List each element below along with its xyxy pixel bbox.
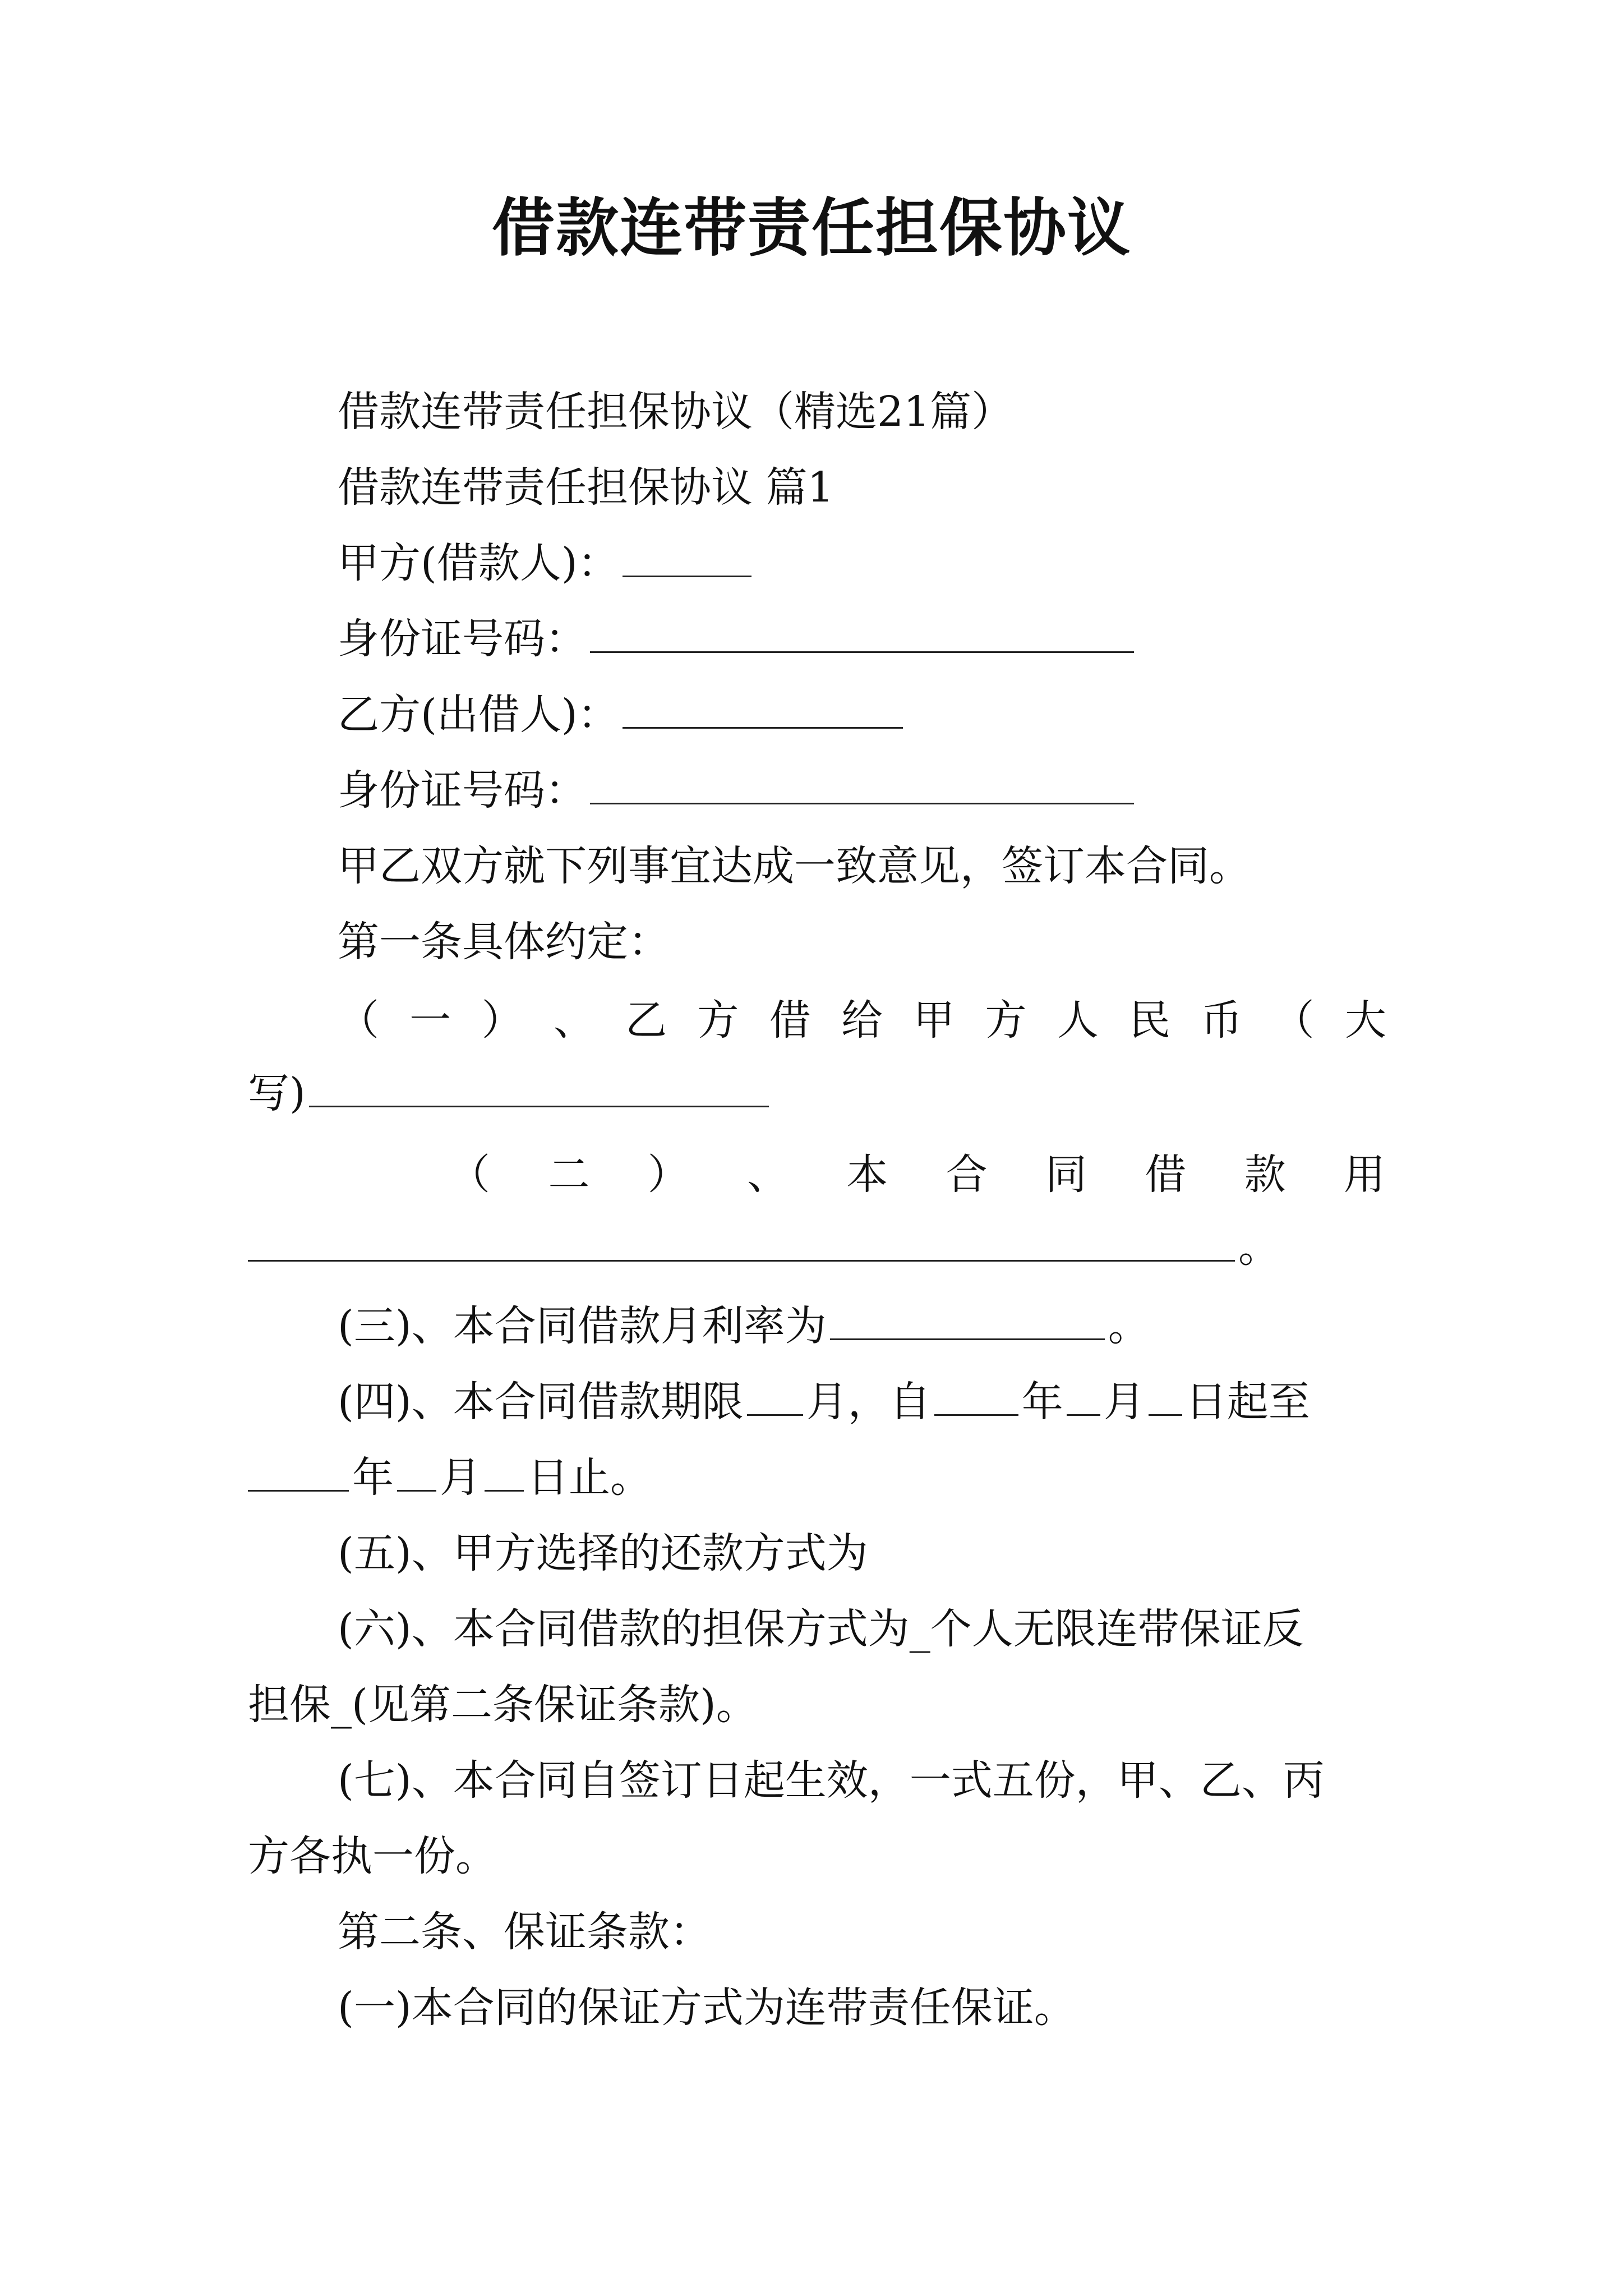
party-a-line	[338, 539, 755, 588]
id-b-label: 身份证号码：	[338, 766, 587, 815]
item-1-cont-label: 写)	[248, 1069, 306, 1117]
item-1-char: 乙	[625, 996, 667, 1045]
item-1-char: 借	[769, 996, 811, 1045]
item-7-line: (七)、本合同自签订日起生效，一式五份，甲、乙、丙	[338, 1756, 1325, 1805]
party-b-label: 乙方(出借人)：	[338, 691, 619, 739]
party-b-line	[338, 690, 906, 740]
item-4-label: (四)、本合同借款期限	[338, 1378, 744, 1426]
item-1-char: 民	[1129, 996, 1171, 1045]
item-1-char: ）	[481, 996, 523, 1045]
end-month-blank[interactable]	[397, 1456, 436, 1492]
item-2-char: 借	[1145, 1151, 1187, 1199]
item-3-line	[338, 1301, 1150, 1351]
item-3-end: 。	[1108, 1302, 1150, 1350]
id-b-line	[338, 766, 1137, 816]
item-4-text: 年	[1021, 1378, 1063, 1426]
id-a-label: 身份证号码：	[338, 615, 587, 663]
id-b-blank[interactable]	[590, 769, 1134, 804]
item-2-char: 用	[1343, 1151, 1385, 1199]
item-1-char: 人	[1057, 996, 1099, 1045]
party-a-blank[interactable]	[623, 542, 751, 577]
item-4-line	[338, 1377, 1310, 1427]
start-month-blank[interactable]	[1067, 1381, 1100, 1416]
item-2-char: （	[449, 1151, 490, 1199]
item-7-continuation: 方各执一份。	[248, 1832, 497, 1880]
id-a-blank[interactable]	[590, 618, 1134, 653]
agreement-line: 甲乙双方就下列事宜达成一致意见，签订本合同。	[338, 842, 1251, 890]
item-4-text: 月，自	[806, 1378, 931, 1426]
article-1-heading: 第一条具体约定：	[338, 918, 670, 966]
item-1-char: 甲	[913, 996, 955, 1045]
id-a-line	[338, 614, 1137, 664]
item-5-line: (五)、甲方选择的还款方式为	[338, 1529, 868, 1577]
purpose-blank[interactable]	[248, 1226, 1235, 1262]
item-1-char: 币	[1201, 996, 1243, 1045]
item-1-char: 方	[985, 996, 1027, 1045]
end-day-blank[interactable]	[485, 1456, 524, 1492]
item-1-char: 大	[1344, 996, 1386, 1045]
item-2-continuation	[248, 1223, 1280, 1273]
item-1-continuation	[248, 1069, 772, 1119]
item-2-line	[449, 1150, 1385, 1200]
item-4-text: 月	[1103, 1378, 1145, 1426]
item-4-text: 年	[352, 1453, 394, 1502]
item-2-char: ）	[647, 1151, 689, 1199]
item-1-char: 、	[553, 996, 595, 1045]
start-year-blank[interactable]	[934, 1381, 1018, 1416]
item-2-char: 本	[846, 1151, 888, 1199]
item-1-char: （	[338, 996, 379, 1045]
end-year-blank[interactable]	[248, 1456, 349, 1492]
party-b-blank[interactable]	[623, 693, 903, 729]
item-1-char: 给	[841, 996, 883, 1045]
clause-1-line: (一)本合同的保证方式为连带责任保证。	[338, 1984, 1076, 2032]
part-heading: 借款连带责任担保协议 篇1	[338, 463, 834, 512]
item-1-char: 方	[697, 996, 739, 1045]
item-6-line: (六)、本合同借款的担保方式为_个人无限连带保证反	[338, 1605, 1304, 1653]
party-a-label: 甲方(借款人)：	[338, 539, 619, 587]
item-2-char: 二	[548, 1151, 590, 1199]
item-2-char: 、	[746, 1151, 789, 1199]
intro-line: 借款连带责任担保协议（精选21篇）	[338, 388, 1013, 436]
item-1-char: （	[1272, 996, 1315, 1045]
start-day-blank[interactable]	[1149, 1381, 1182, 1416]
item-4-text: 日止。	[527, 1453, 652, 1502]
item-6-continuation: 担保_(见第二条保证条款)。	[248, 1681, 758, 1729]
article-2-heading: 第二条、保证条款：	[338, 1908, 711, 1956]
item-1-char: 一	[409, 996, 451, 1045]
item-2-char: 合	[946, 1151, 988, 1199]
item-1-line	[338, 996, 1386, 1046]
item-2-char: 同	[1045, 1151, 1087, 1199]
item-3-label: (三)、本合同借款月利率为	[338, 1302, 827, 1350]
item-4-text: 月	[440, 1453, 481, 1502]
item-4-text: 日起至	[1185, 1378, 1310, 1426]
document-title: 借款连带责任担保协议	[492, 191, 1131, 265]
item-2-end: 。	[1238, 1223, 1280, 1272]
item-2-char: 款	[1244, 1151, 1286, 1199]
amount-blank[interactable]	[309, 1072, 769, 1107]
item-4-continuation	[248, 1453, 652, 1503]
term-months-blank[interactable]	[747, 1381, 803, 1416]
rate-blank[interactable]	[830, 1305, 1105, 1340]
